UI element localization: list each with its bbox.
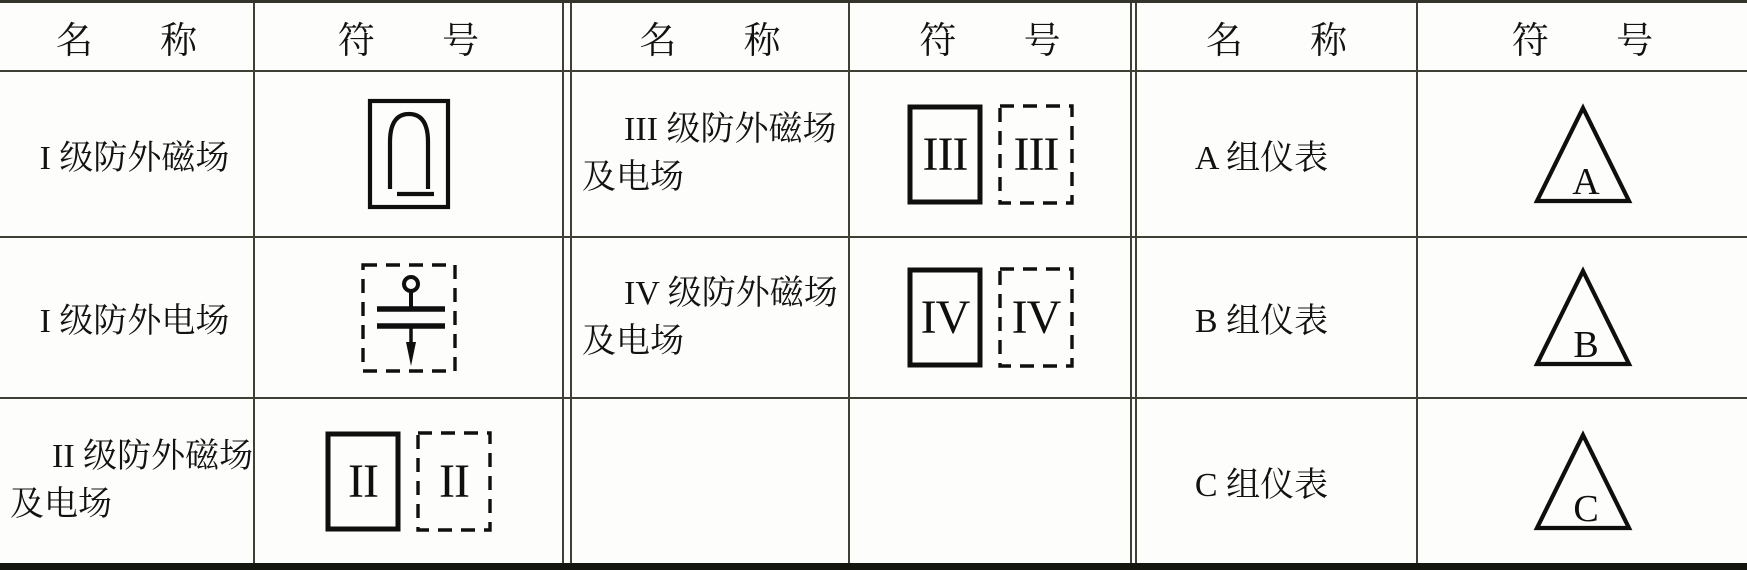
section-divider: [1130, 399, 1137, 563]
section-divider: [1130, 3, 1137, 72]
svg-text:III: III: [922, 127, 967, 181]
sec1-row2-symbol: [255, 238, 562, 399]
sec1-row3-symbol: [255, 399, 562, 563]
sec1-row1-symbol: [255, 72, 562, 238]
sec1-row3-name: II 级防外磁场 及电场: [0, 399, 255, 563]
sec2-header-symbol: [850, 3, 1130, 72]
sec3-row3-name: C 组仪表: [1137, 399, 1418, 563]
class3-shield-symbol: [907, 104, 1074, 205]
column-header-label: 名 称: [55, 20, 198, 62]
sec2-row3-name-empty: [572, 399, 850, 563]
sec1-row2-name: I 级防外电场: [0, 238, 255, 399]
sec3-header-name: [1137, 3, 1418, 72]
svg-text:IV: IV: [1011, 291, 1060, 344]
sec2-row3-symbol-empty: [850, 399, 1130, 563]
dashed-box-icon: [998, 267, 1074, 368]
dashed-box-icon: [416, 431, 492, 532]
column-header-label: 符 号: [337, 20, 480, 62]
solid-box-icon: [907, 104, 983, 205]
svg-text:IV: IV: [920, 291, 969, 344]
section-divider: [1130, 238, 1137, 399]
sec2-header-name: [572, 3, 850, 72]
sec3-row1-symbol: [1418, 72, 1747, 238]
column-header-label: 符 号: [919, 20, 1061, 62]
sec1-header-symbol: [255, 3, 562, 72]
group-a-triangle-icon: [1533, 103, 1633, 206]
arch-in-solid-rect-icon: [367, 98, 451, 210]
dashed-box-icon: [998, 104, 1074, 205]
svg-text:A: A: [1571, 160, 1600, 203]
sec3-header-symbol: [1418, 3, 1747, 72]
svg-text:B: B: [1572, 324, 1599, 366]
sec3-row2-symbol: [1418, 238, 1747, 399]
capacitor-arrow-dashed-box-icon: [361, 263, 457, 373]
section-divider: [562, 238, 572, 399]
sec1-header-name: [0, 3, 255, 72]
svg-text:III: III: [1013, 127, 1058, 181]
section-divider: [1130, 72, 1137, 238]
sec3-row1-name: A 组仪表: [1137, 72, 1418, 238]
column-header-label: 名 称: [639, 20, 781, 62]
sec3-row2-name: B 组仪表: [1137, 238, 1418, 399]
sec1-row1-name: I 级防外磁场: [0, 72, 255, 238]
section-divider: [562, 399, 572, 563]
sec2-row2-name: IV 级防外磁场 及电场: [572, 238, 850, 399]
svg-text:II: II: [439, 454, 469, 508]
column-header-label: 名 称: [1205, 20, 1348, 62]
sec2-row1-name: III 级防外磁场 及电场: [572, 72, 850, 238]
solid-box-icon: [907, 267, 983, 368]
sec3-row3-symbol: [1418, 399, 1747, 563]
svg-text:II: II: [348, 454, 378, 508]
class2-shield-symbol: [325, 431, 492, 532]
group-b-triangle-icon: [1533, 266, 1633, 369]
group-c-triangle-icon: [1533, 430, 1633, 533]
sec2-row2-symbol: [850, 238, 1130, 399]
class4-shield-symbol: [907, 267, 1074, 368]
section-divider: [562, 72, 572, 238]
svg-text:C: C: [1572, 487, 1599, 530]
sec2-row1-symbol: [850, 72, 1130, 238]
column-header-label: 符 号: [1511, 20, 1654, 62]
solid-box-icon: [325, 431, 401, 532]
section-divider: [562, 3, 572, 72]
